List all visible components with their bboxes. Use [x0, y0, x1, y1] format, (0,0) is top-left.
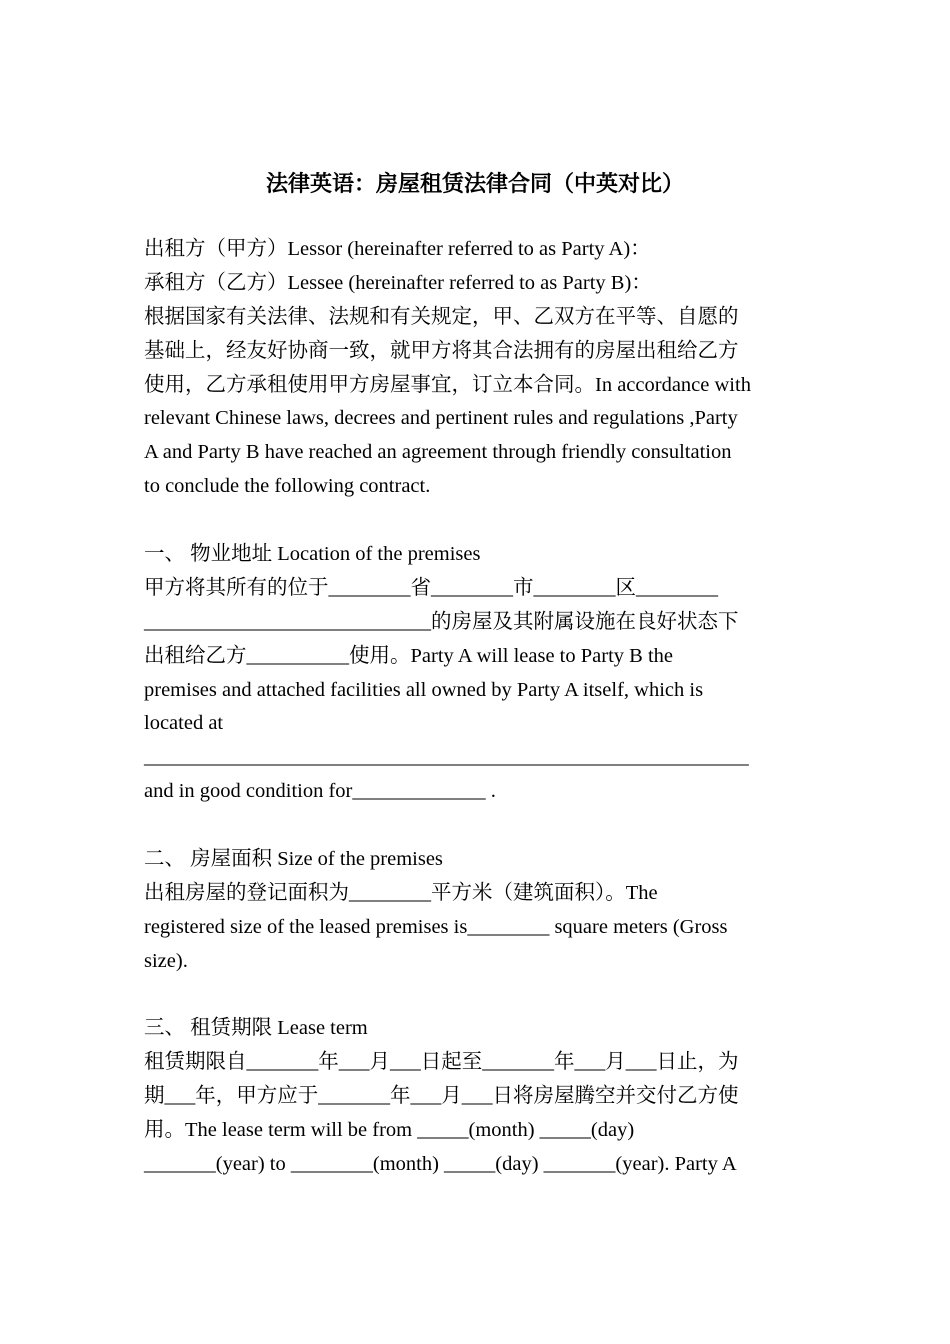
- size-line: size).: [144, 949, 188, 972]
- section-heading-lease-term: 三、 租赁期限 Lease term: [144, 1017, 368, 1040]
- lease-term-line: _______(year) to ________(month) _____(day) _______(year). Party A: [144, 1153, 737, 1176]
- location-line: 出租给乙方__________使用。Party A will lease to Party B the: [144, 644, 673, 667]
- preamble-line: 使用，乙方承租使用甲方房屋事宜，订立本合同。In accordance with: [144, 373, 751, 396]
- party-b-line: 承租方（乙方）Lessee (hereinafter referred to as Party B)：: [144, 271, 652, 294]
- size-line: registered size of the leased premises is________ square meters (Gross: [144, 915, 728, 938]
- section-heading-size: 二、 房屋面积 Size of the premises: [144, 848, 443, 871]
- preamble-line: relevant Chinese laws, decrees and pertinent rules and regulations ,Party: [144, 407, 738, 430]
- document-body: [144, 233, 806, 1182]
- lease-term-line: 用。The lease term will be from _____(month) _____(day): [144, 1119, 635, 1142]
- paragraph-gap: [144, 979, 806, 1013]
- location-line: 甲方将其所有的位于________省________市________区________: [144, 576, 718, 599]
- preamble-line: to conclude the following contract.: [144, 475, 431, 498]
- paragraph-gap: [144, 809, 806, 843]
- document-title: 法律英语：房屋租赁法律合同（中英对比）: [265, 172, 684, 197]
- lease-term-line: 期___年，甲方应于_______年___月___日将房屋腾空并交付乙方使: [144, 1085, 739, 1108]
- paragraph-gap: [144, 504, 806, 538]
- location-line: premises and attached facilities all owned by Party A itself, which is: [144, 678, 704, 701]
- party-a-line: 出租方（甲方）Lessor (hereinafter referred to as Party A)：: [144, 238, 651, 260]
- location-blank-line: ___________________________________________________________: [144, 746, 749, 769]
- section-heading-location: 一、 物业地址 Location of the premises: [144, 543, 481, 566]
- location-line: located at: [144, 712, 224, 735]
- preamble-line: A and Party B have reached an agreement through friendly consultation: [144, 441, 732, 464]
- location-line: ____________________________的房屋及其附属设施在良好状态下: [144, 610, 739, 633]
- location-line: and in good condition for_____________ .: [144, 780, 496, 803]
- preamble-line: 基础上，经友好协商一致，就甲方将其合法拥有的房屋出租给乙方: [144, 339, 739, 362]
- preamble-line: 根据国家有关法律、法规和有关规定，甲、乙双方在平等、自愿的: [144, 305, 739, 328]
- size-line: 出租房屋的登记面积为________平方米（建筑面积）。The: [144, 881, 658, 904]
- lease-term-line: 租赁期限自_______年___月___日起至_______年___月___日止，为: [144, 1051, 739, 1074]
